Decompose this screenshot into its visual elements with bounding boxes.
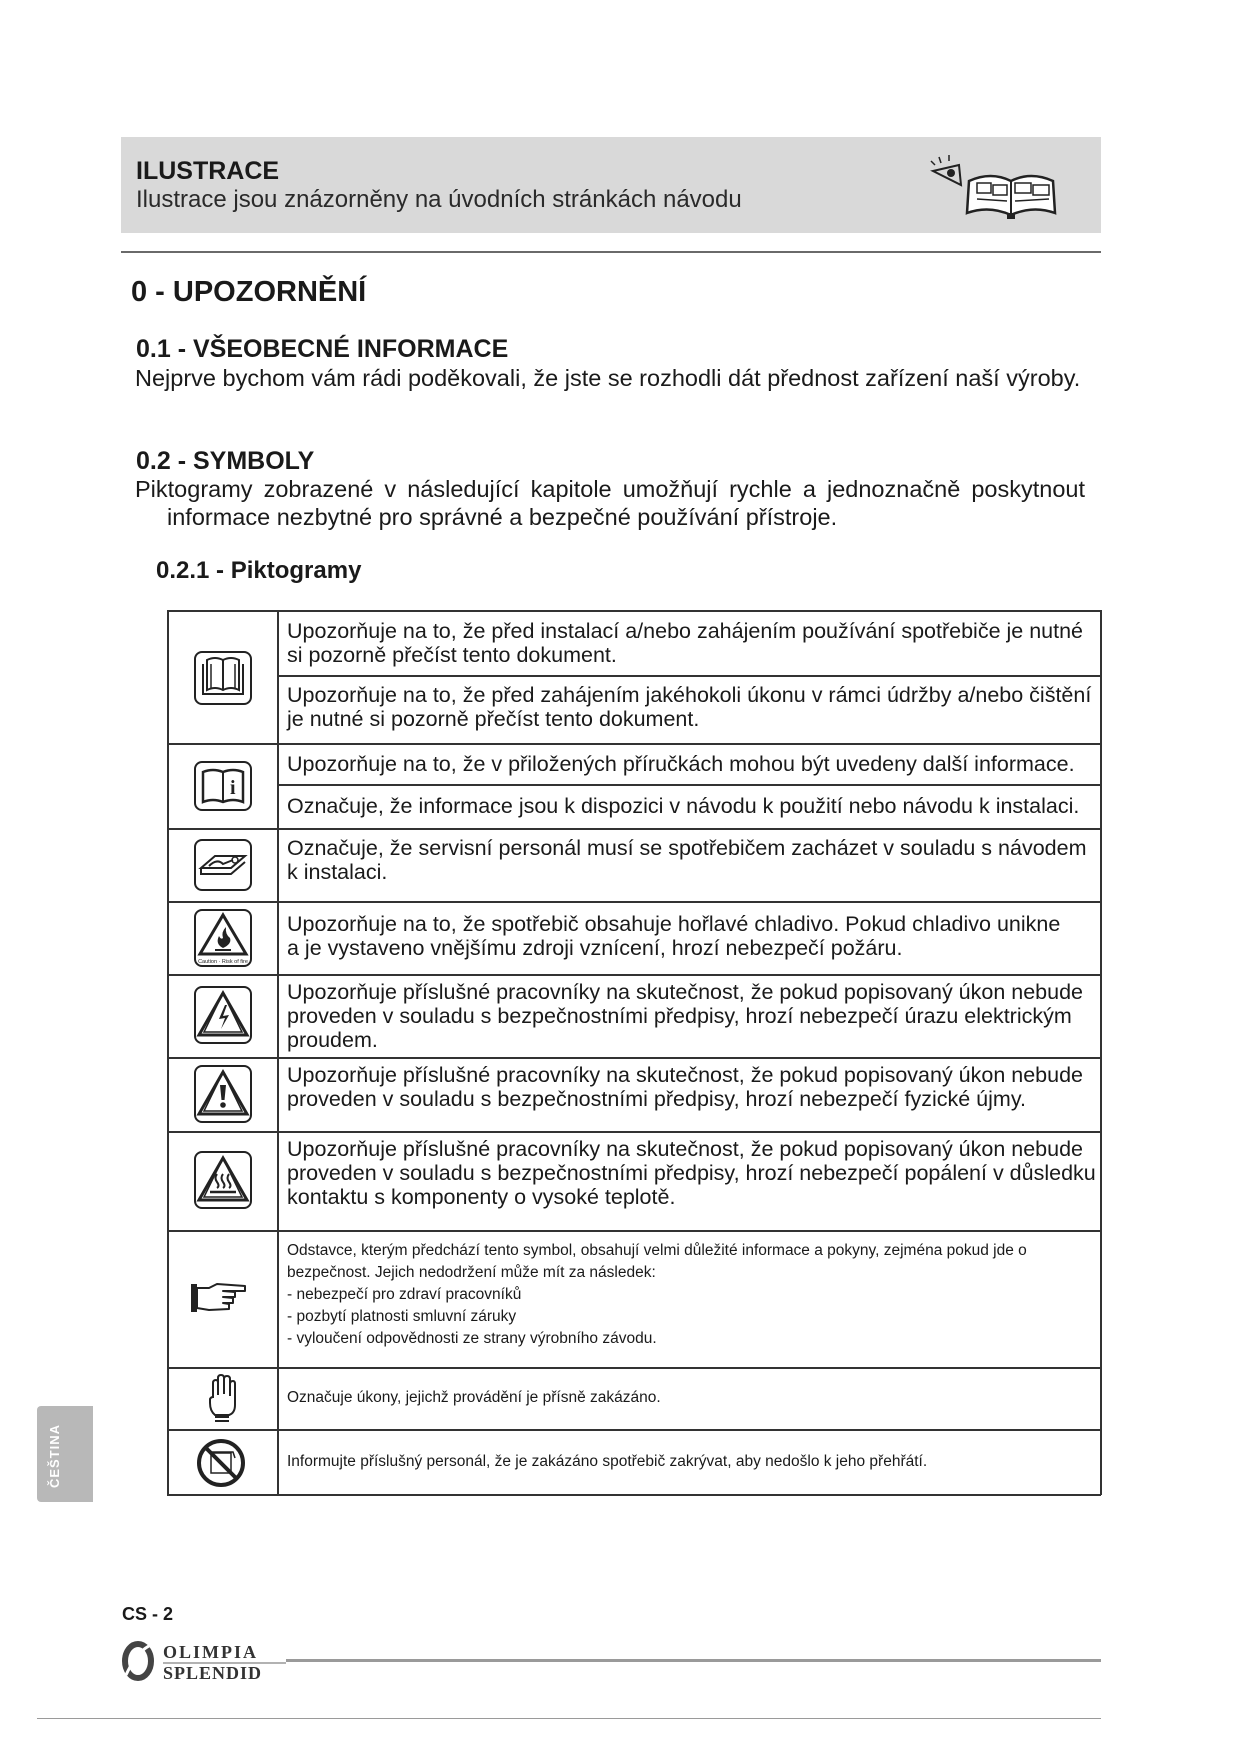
section-02-text-line2: informace nezbytné pro správné a bezpečné používání přístroje. <box>167 504 838 530</box>
hot-surface-icon <box>193 1150 253 1210</box>
logo-line1: OLIMPIA <box>163 1642 258 1662</box>
top-rule <box>121 251 1101 253</box>
row-divider <box>167 1131 1101 1133</box>
pictogram-text: Upozorňuje příslušné pracovníky na skutečnost, že pokud popisovaný úkon nebude <box>287 1137 1084 1161</box>
pictogram-text: Informujte příslušný personál, že je zakázáno spotřebič zakrývat, aby nedošlo k jeho přehřátí. <box>287 1453 928 1470</box>
row-divider <box>167 1367 1101 1369</box>
manual-with-wrench-icon <box>193 838 253 892</box>
section-01-text: Nejprve bychom vám rádi poděkovali, že jste se rozhodli dát přednost zařízení naší výroby. <box>135 365 1081 391</box>
olimpia-splendid-logo-icon <box>121 1637 286 1685</box>
general-warning-icon <box>193 1064 253 1124</box>
row-divider <box>167 1057 1101 1059</box>
section-02-heading: 0.2 - SYMBOLY <box>136 447 315 475</box>
pictogram-text: a je vystaveno vnějšímu zdroji vznícení, hrozí nebezpečí požáru. <box>287 936 903 960</box>
pictogram-text: Upozorňuje na to, že před zahájením jakéhokoli úkonu v rámci údržby a/nebo čištění <box>287 683 1092 707</box>
pictogram-text: Upozorňuje na to, že před instalací a/nebo zahájením používání spotřebiče je nutné <box>287 619 1084 643</box>
flammable-caption: Caution · Risk of fire <box>198 959 248 965</box>
row-divider <box>167 1230 1101 1232</box>
footer-rule <box>286 1659 1101 1662</box>
row-divider <box>167 610 1101 612</box>
banner-subtitle: Ilustrace jsou znázorněny na úvodních stránkách návodu <box>136 186 742 213</box>
pictogram-text: bezpečnost. Jejich nedodržení může mít za následek: <box>287 1264 656 1281</box>
page-number: CS - 2 <box>122 1604 174 1624</box>
pictogram-text: proudem. <box>287 1028 378 1052</box>
row-divider <box>167 828 1101 830</box>
pictogram-table <box>167 610 1101 1495</box>
pictogram-text: je nutné si pozorně přečíst tento dokument. <box>287 707 700 731</box>
do-not-cover-icon <box>193 1438 249 1488</box>
pictogram-text: proveden v souladu s bezpečnostními předpisy, hrozí nebezpečí fyzické újmy. <box>287 1087 1026 1111</box>
row-divider <box>167 743 1101 745</box>
pictogram-text: - nebezpečí pro zdraví pracovníků <box>287 1286 522 1303</box>
pictogram-text: kontaktu s komponenty o vysoké teplotě. <box>287 1185 676 1209</box>
pictogram-text: Upozorňuje příslušné pracovníky na skutečnost, že pokud popisovaný úkon nebude <box>287 1063 1084 1087</box>
pictogram-text: Upozorňuje na to, že v přiložených příručkách mohou být uvedeny další informace. <box>287 752 1075 776</box>
company-logo <box>121 1637 286 1690</box>
open-book-icon <box>193 650 253 706</box>
raised-hand-icon <box>207 1373 237 1423</box>
row-divider <box>167 901 1101 903</box>
flammable-warning-icon <box>193 908 253 968</box>
row-divider <box>277 675 1101 677</box>
pictogram-text: Upozorňuje na to, že spotřebič obsahuje hořlavé chladivo. Pokud chladivo unikne <box>287 912 1061 936</box>
pictogram-text: Označuje úkony, jejichž provádění je přísně zakázáno. <box>287 1389 661 1406</box>
pointing-hand-icon <box>189 1280 249 1316</box>
pictogram-text: Označuje, že servisní personál musí se spotřebičem zacházet v souladu s návodem <box>287 836 1087 860</box>
banner-title: ILUSTRACE <box>136 157 280 185</box>
section-021-heading: 0.2.1 - Piktogramy <box>156 557 362 584</box>
pictogram-text: Upozorňuje příslušné pracovníky na skutečnost, že pokud popisovaný úkon nebude <box>287 980 1084 1004</box>
row-divider <box>167 1429 1101 1431</box>
pictogram-text: - pozbytí platnosti smluvní záruky <box>287 1308 517 1325</box>
logo-line2: SPLENDID <box>163 1663 263 1683</box>
pictogram-text: Označuje, že informace jsou k dispozici v návodu k použití nebo návodu k instalaci. <box>287 794 1080 818</box>
electric-hazard-icon <box>193 985 253 1045</box>
pictogram-text: si pozorně přečíst tento dokument. <box>287 643 617 667</box>
row-divider <box>167 974 1101 976</box>
language-side-tab <box>37 1406 93 1502</box>
page-bottom-rule <box>37 1718 1101 1719</box>
pictogram-text: Odstavce, kterým předchází tento symbol, obsahují velmi důležité informace a pokyny, zejména pokud jde o <box>287 1242 1027 1259</box>
row-divider <box>167 1494 1101 1496</box>
book-with-eye-icon <box>921 147 1091 223</box>
pictogram-text: k instalaci. <box>287 860 388 884</box>
pictogram-text: - vyloučení odpovědnosti ze strany výrobního závodu. <box>287 1330 657 1347</box>
section-01-heading: 0.1 - VŠEOBECNÉ INFORMACE <box>136 335 509 363</box>
section-0-heading: 0 - UPOZORNĚNÍ <box>131 276 367 308</box>
pictogram-text: proveden v souladu s bezpečnostními předpisy, hrozí nebezpečí popálení v důsledku <box>287 1161 1096 1185</box>
book-info-icon <box>193 760 253 812</box>
section-02-text-line1: Piktogramy zobrazené v následující kapitole umožňují rychle a jednoznačně poskytnout <box>135 476 1085 502</box>
pictogram-text: proveden v souladu s bezpečnostními předpisy, hrozí nebezpečí úrazu elektrickým <box>287 1004 1072 1028</box>
svg-text:i: i <box>230 777 236 799</box>
row-divider <box>277 784 1101 786</box>
illustration-banner <box>121 137 1101 233</box>
language-label: ČEŠTINA <box>47 1423 62 1488</box>
